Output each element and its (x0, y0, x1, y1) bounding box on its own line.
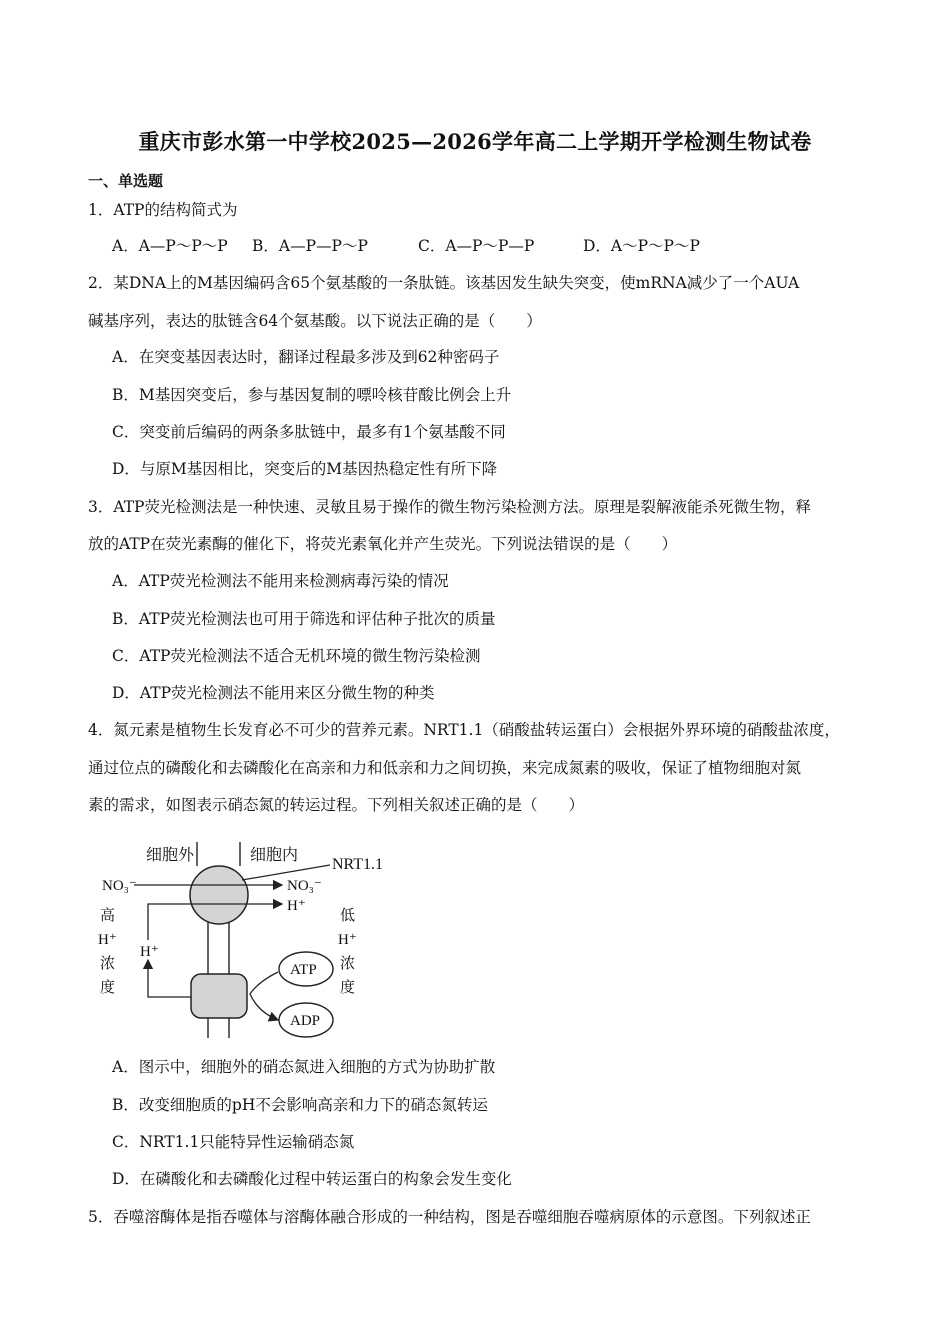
question-3-option-c[interactable]: C．ATP荧光检测法不适合无机环境的微生物污染检测 (112, 647, 481, 665)
question-1-option-c[interactable]: C．A—P～P—P (418, 237, 535, 255)
high-label-4: 度 (100, 980, 116, 996)
atp-to-adp-arrow (250, 972, 278, 1020)
high-label-1: 高 (100, 908, 116, 924)
low-label-4: 度 (340, 980, 356, 996)
question-4-option-c[interactable]: C．NRT1.1只能特异性运输硝态氮 (112, 1133, 355, 1151)
protein-label: NRT1.1 (332, 856, 384, 873)
question-3-option-a[interactable]: A．ATP荧光检测法不能用来检测病毒污染的情况 (112, 572, 449, 590)
question-1-options (112, 236, 700, 256)
question-5-stem-line-1: 5．吞噬溶酶体是指吞噬体与溶酶体融合形成的一种结构，图是吞噬细胞吞噬病原体的示意图。下列叙述正 (88, 1208, 811, 1226)
question-3-stem-line-1: 3．ATP荧光检测法是一种快速、灵敏且易于操作的微生物污染检测方法。原理是裂解液能杀死微生物，释 (88, 498, 811, 516)
question-1-option-d[interactable]: D．A～P～P～P (583, 237, 700, 255)
question-1-option-a[interactable]: A．A—P～P～P (112, 237, 228, 255)
question-2-stem-line-2: 碱基序列，表达的肽链含64个氨基酸。以下说法正确的是（ ） (88, 312, 542, 330)
question-4-stem-line-1: 4．氮元素是植物生长发育必不可少的营养元素。NRT1.1（硝酸盐转运蛋白）会根据外界环境的硝酸盐浓度， (88, 721, 840, 739)
low-label-2: H⁺ (338, 932, 357, 948)
nitrate-outside-label: NO₃⁻ (102, 878, 137, 894)
question-4-stem-line-2: 通过位点的磷酸化和去磷酸化在高亲和力和低亲和力之间切换，来完成氮素的吸收，保证了植物细胞对氮 (88, 759, 802, 777)
question-1-stem: 1．ATP的结构简式为 (88, 201, 238, 219)
question-1-option-b[interactable]: B．A—P—P～P (252, 237, 368, 255)
proton-efflux-arrow (148, 960, 191, 997)
nitrate-transport-diagram (90, 832, 410, 1046)
low-label-1: 低 (340, 908, 356, 924)
question-4-option-b[interactable]: B．改变细胞质的pH不会影响高亲和力下的硝态氮转运 (112, 1096, 488, 1114)
question-3-option-d[interactable]: D．ATP荧光检测法不能用来区分微生物的种类 (112, 684, 435, 702)
outside-label: 细胞外 (146, 847, 195, 864)
proton-pump-box (191, 974, 247, 1018)
inside-label: 细胞内 (250, 847, 299, 864)
proton-inside-label: H⁺ (287, 898, 306, 914)
question-3-stem-line-2: 放的ATP在荧光素酶的催化下，将荧光素氧化并产生荧光。下列说法错误的是（ ） (88, 535, 678, 553)
adp-label: ADP (290, 1013, 321, 1029)
question-2-stem-line-1: 2．某DNA上的M基因编码含65个氨基酸的一条肽链。该基因发生缺失突变，使mRNA减少了一个AUA (88, 274, 800, 292)
question-2-option-b[interactable]: B．M基因突变后，参与基因复制的嘌呤核苷酸比例会上升 (112, 386, 512, 404)
page-title: 重庆市彭水第一中学校2025—2026学年高二上学期开学检测生物试卷 (138, 129, 812, 154)
question-4-stem-line-3: 素的需求，如图表示硝态氮的转运过程。下列相关叙述正确的是（ ） (88, 796, 585, 814)
atp-label: ATP (290, 962, 317, 978)
question-2-option-a[interactable]: A．在突变基因表达时，翻译过程最多涉及到62种密码子 (112, 348, 500, 366)
question-4-option-d[interactable]: D．在磷酸化和去磷酸化过程中转运蛋白的构象会发生变化 (112, 1170, 512, 1188)
high-label-3: 浓 (100, 956, 116, 972)
section-heading: 一、单选题 (88, 172, 164, 190)
question-3-option-b[interactable]: B．ATP荧光检测法也可用于筛选和评估种子批次的质量 (112, 610, 496, 628)
low-label-3: 浓 (340, 956, 356, 972)
nrt1-protein-circle (190, 866, 248, 924)
high-label-2: H⁺ (98, 932, 117, 948)
nitrate-inside-label: NO₃⁻ (287, 878, 322, 894)
question-2-option-c[interactable]: C．突变前后编码的两条多肽链中，最多有1个氨基酸不同 (112, 423, 506, 441)
question-4-option-a[interactable]: A．图示中，细胞外的硝态氮进入细胞的方式为协助扩散 (112, 1058, 496, 1076)
question-2-option-d[interactable]: D．与原M基因相比，突变后的M基因热稳定性有所下降 (112, 460, 498, 478)
proton-left-label: H⁺ (140, 944, 159, 960)
